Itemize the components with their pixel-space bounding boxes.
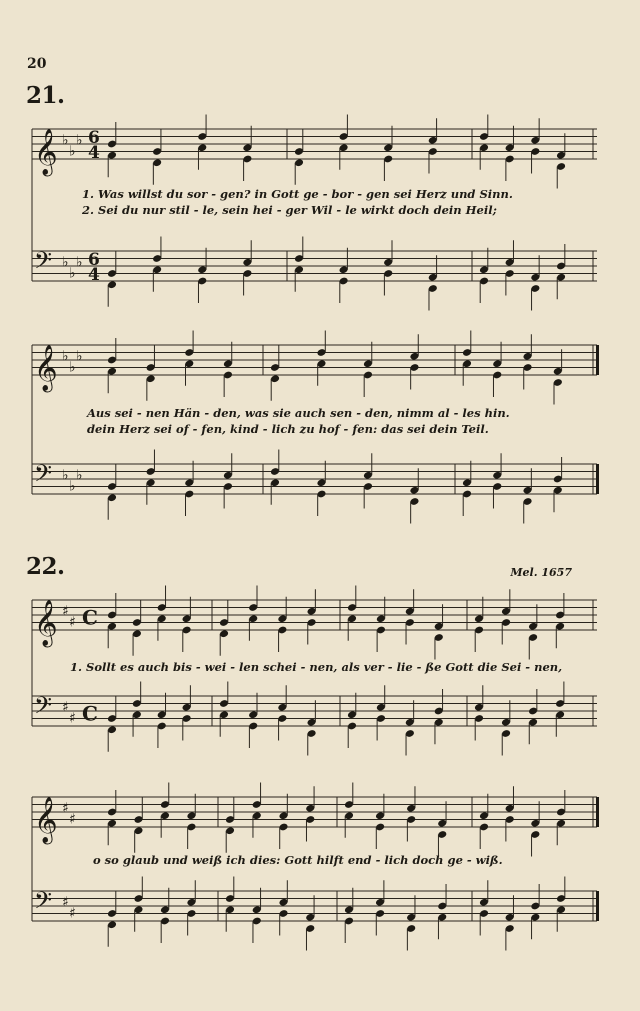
hymn-21-s1-verse-1: 1. Was willst du sor - gen? in Gott ge - bor - gen sei Herz und Sinn. — [82, 187, 513, 201]
flat-sign: ♭ — [76, 348, 83, 365]
flat-sign: ♭ — [69, 359, 76, 376]
treble-clef: 𝄞 — [34, 129, 58, 175]
bass-clef: 𝄢 — [34, 459, 53, 493]
flat-sign: ♭ — [76, 467, 83, 484]
final-barline — [596, 345, 599, 375]
melody-reference: Mel. 1657 — [510, 566, 572, 579]
time-signature: C — [82, 701, 98, 726]
hymn-number-22: 22. — [26, 553, 65, 580]
time-signature: C — [82, 605, 98, 630]
sharp-sign: ♯ — [69, 614, 76, 631]
flat-sign: ♭ — [62, 348, 69, 365]
time-signature-bottom: 4 — [88, 265, 100, 285]
sharp-sign: ♯ — [62, 894, 69, 911]
page-number: 20 — [27, 56, 47, 72]
hymn-21-s2-verse-1: Aus sei - nen Hän - den, was sie auch sen - den, nimm al - les hin. — [87, 406, 510, 420]
hymn-22-s1-verse-1: 1. Sollt es auch bis - wei - len schei - nen, als ver - lie - ße Gott die Sei - nen, — [70, 660, 563, 674]
flat-sign: ♭ — [69, 265, 76, 282]
hymn-21-s1-verse-2: 2. Sei du nur stil - le, sein hei - ger Wil - le wirkt doch dein Heil; — [82, 203, 497, 217]
bass-clef: 𝄢 — [34, 691, 53, 725]
final-barline — [596, 464, 599, 494]
flat-sign: ♭ — [76, 254, 83, 271]
sharp-sign: ♯ — [69, 811, 76, 828]
sharp-sign: ♯ — [62, 603, 69, 620]
time-signature-top: 6 — [88, 128, 100, 148]
bass-clef: 𝄢 — [34, 246, 53, 280]
hymn-21-s2-verse-2: dein Herz sei of - fen, kind - lich zu hof - fen: das sei dein Teil. — [87, 422, 489, 436]
sharp-sign: ♯ — [69, 905, 76, 922]
final-barline — [596, 797, 599, 827]
sharp-sign: ♯ — [62, 800, 69, 817]
final-barline — [596, 891, 599, 921]
flat-sign: ♭ — [62, 132, 69, 149]
hymn-22-s2-verse-1: o so glaub und weiß ich dies: Gott hilft end - lich doch ge - wiß. — [93, 853, 503, 867]
flat-sign: ♭ — [69, 478, 76, 495]
treble-clef: 𝄞 — [34, 345, 58, 391]
treble-clef: 𝄞 — [34, 600, 58, 646]
sharp-sign: ♯ — [62, 699, 69, 716]
sharp-sign: ♯ — [69, 710, 76, 727]
flat-sign: ♭ — [76, 132, 83, 149]
treble-clef: 𝄞 — [34, 797, 58, 843]
bass-clef: 𝄢 — [34, 886, 53, 920]
time-signature-bottom: 4 — [88, 143, 100, 163]
time-signature-top: 6 — [88, 250, 100, 270]
flat-sign: ♭ — [62, 254, 69, 271]
flat-sign: ♭ — [62, 467, 69, 484]
flat-sign: ♭ — [69, 143, 76, 160]
hymn-number-21: 21. — [26, 82, 65, 109]
